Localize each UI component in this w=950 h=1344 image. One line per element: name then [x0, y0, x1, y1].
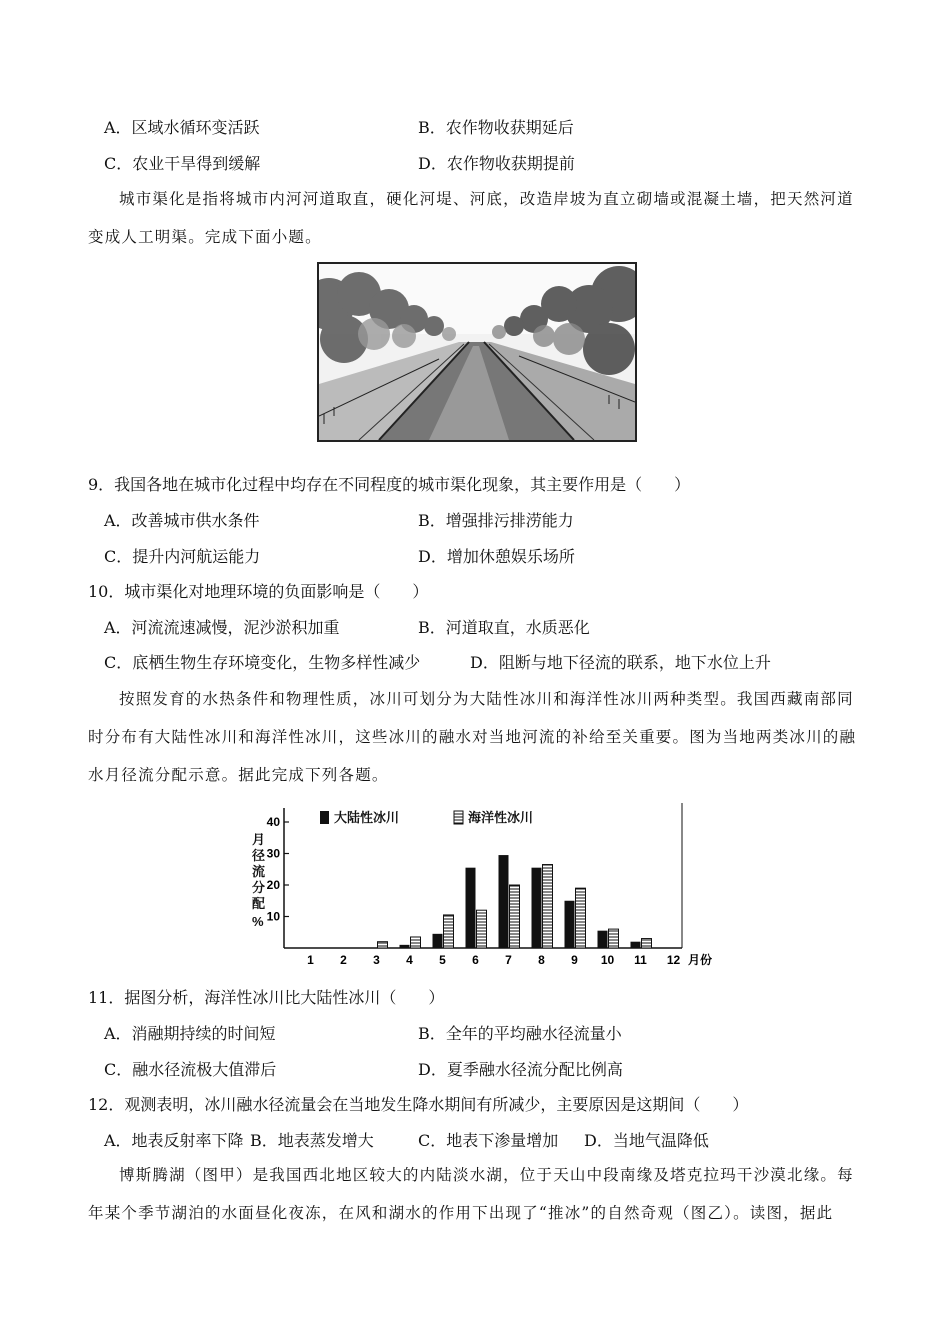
bar-continental	[598, 931, 608, 948]
legend-swatch-continental	[320, 811, 329, 824]
question-12-option-a: A．地表反射率下降	[104, 1131, 244, 1150]
y-axis-label-char: 月	[252, 832, 266, 847]
option-d: D．农作物收获期提前	[418, 154, 575, 173]
bar-maritime	[543, 865, 553, 948]
legend-label-continental: 大陆性冰川	[334, 810, 400, 825]
passage-text: 城市渠化是指将城市内河河道取直，硬化河堤、河底，改造岸坡为直立砌墙或混凝土墙，把天然河道变成人工明渠。完成下面小题。	[88, 190, 854, 246]
question-10-option-d: D．阻断与地下径流的联系，地下水位上升	[470, 653, 771, 672]
x-tick-label: 3	[373, 953, 380, 967]
x-tick-label: 10	[600, 953, 615, 967]
x-tick-label: 12	[666, 953, 681, 967]
bar-continental	[631, 942, 641, 948]
y-tick-label: 10	[266, 909, 280, 924]
y-axis-label-char: 分	[252, 880, 266, 895]
question-11-option-a: A．消融期持续的时间短	[104, 1024, 276, 1043]
passage-text: 博斯腾湖（图甲）是我国西北地区较大的内陆淡水湖，位于天山中段南缘及塔克拉玛干沙漠北缘。每年某个季节湖泊的水面昼化夜冻，在风和湖水的作用下出现了“推冰”的自然奇观（图乙）。读图，据此	[88, 1166, 854, 1222]
passage-glacier	[88, 680, 858, 794]
y-axis-label-char: 径	[252, 848, 266, 863]
question-11-option-b: B．全年的平均融水径流量小	[418, 1024, 622, 1043]
option-a: A．区域水循环变活跃	[104, 118, 260, 137]
question-10-option-a: A．河流流速减慢，泥沙淤积加重	[104, 618, 340, 637]
bar-maritime	[642, 939, 652, 948]
bar-maritime	[576, 888, 586, 948]
bar-maritime	[510, 885, 520, 948]
x-tick-label: 7	[505, 953, 512, 967]
x-tick-label: 2	[340, 953, 347, 967]
passage-text: 按照发育的水热条件和物理性质，冰川可划分为大陆性冰川和海洋性冰川两种类型。我国西藏南部同时分布有大陆性冰川和海洋性冰川，这些冰川的融水对当地河流的补给至关重要。图为当地两类冰川的融水月径流分配示意。据此完成下列各题。	[88, 690, 857, 784]
question-11-option-d: D．夏季融水径流分配比例高	[418, 1060, 623, 1079]
question-10-option-c: C．底栖生物生存环境变化，生物多样性减少	[104, 653, 421, 672]
x-tick-label: 5	[439, 953, 446, 967]
y-axis-label-char: 流	[252, 864, 266, 879]
bar-continental	[466, 868, 476, 948]
bar-maritime	[411, 937, 421, 948]
question-11-stem: 11．据图分析，海洋性冰川比大陆性冰川（ ）	[88, 988, 445, 1007]
question-11-option-c: C．融水径流极大值滞后	[104, 1060, 277, 1079]
bar-continental	[400, 945, 410, 948]
x-axis-unit: 月份	[688, 953, 713, 967]
canal-illustration	[319, 264, 635, 440]
question-12-option-d: D．当地气温降低	[584, 1131, 709, 1150]
question-10-option-b: B．河道取直，水质恶化	[418, 618, 590, 637]
bar-continental	[433, 934, 443, 948]
chart-svg	[240, 798, 720, 968]
bar-maritime	[444, 915, 454, 948]
bar-continental	[565, 901, 575, 948]
question-12-stem: 12．观测表明，冰川融水径流量会在当地发生降水期间有所减少，主要原因是这期间（ ）	[88, 1095, 749, 1114]
x-tick-label: 8	[538, 953, 545, 967]
y-tick-label: 40	[266, 815, 280, 829]
question-10-stem: 10．城市渠化对地理环境的负面影响是（ ）	[88, 582, 429, 601]
passage-bosten-lake	[88, 1156, 858, 1232]
x-tick-label: 4	[406, 953, 413, 967]
y-axis-label-char: %	[252, 914, 264, 929]
passage-canalization	[88, 180, 858, 256]
y-axis-label-char: 配	[252, 896, 266, 911]
x-tick-label: 6	[472, 953, 479, 967]
glacier-runoff-chart	[240, 798, 720, 968]
bar-maritime	[609, 929, 619, 948]
question-9-option-b: B．增强排污排涝能力	[418, 511, 574, 530]
question-12-option-c: C．地表下渗量增加	[418, 1131, 559, 1150]
canal-photo	[317, 262, 637, 442]
question-9-stem: 9．我国各地在城市化过程中均存在不同程度的城市渠化现象，其主要作用是（ ）	[88, 475, 691, 494]
bar-continental	[499, 855, 509, 948]
option-c: C．农业干旱得到缓解	[104, 154, 261, 173]
question-12-option-b: B．地表蒸发增大	[250, 1131, 374, 1150]
bar-continental	[532, 868, 542, 948]
x-tick-label: 1	[307, 953, 314, 967]
bar-maritime	[378, 942, 388, 948]
x-tick-label: 9	[571, 953, 578, 967]
question-9-option-a: A．改善城市供水条件	[104, 511, 260, 530]
question-9-option-d: D．增加休憩娱乐场所	[418, 547, 575, 566]
y-tick-label: 30	[266, 846, 280, 861]
question-9-option-c: C．提升内河航运能力	[104, 547, 261, 566]
legend-swatch-maritime	[454, 811, 463, 824]
x-tick-label: 11	[634, 953, 647, 967]
bar-maritime	[477, 910, 487, 948]
option-b: B．农作物收获期延后	[418, 118, 574, 137]
legend-label-maritime: 海洋性冰川	[468, 810, 534, 825]
y-tick-label: 20	[266, 878, 280, 892]
